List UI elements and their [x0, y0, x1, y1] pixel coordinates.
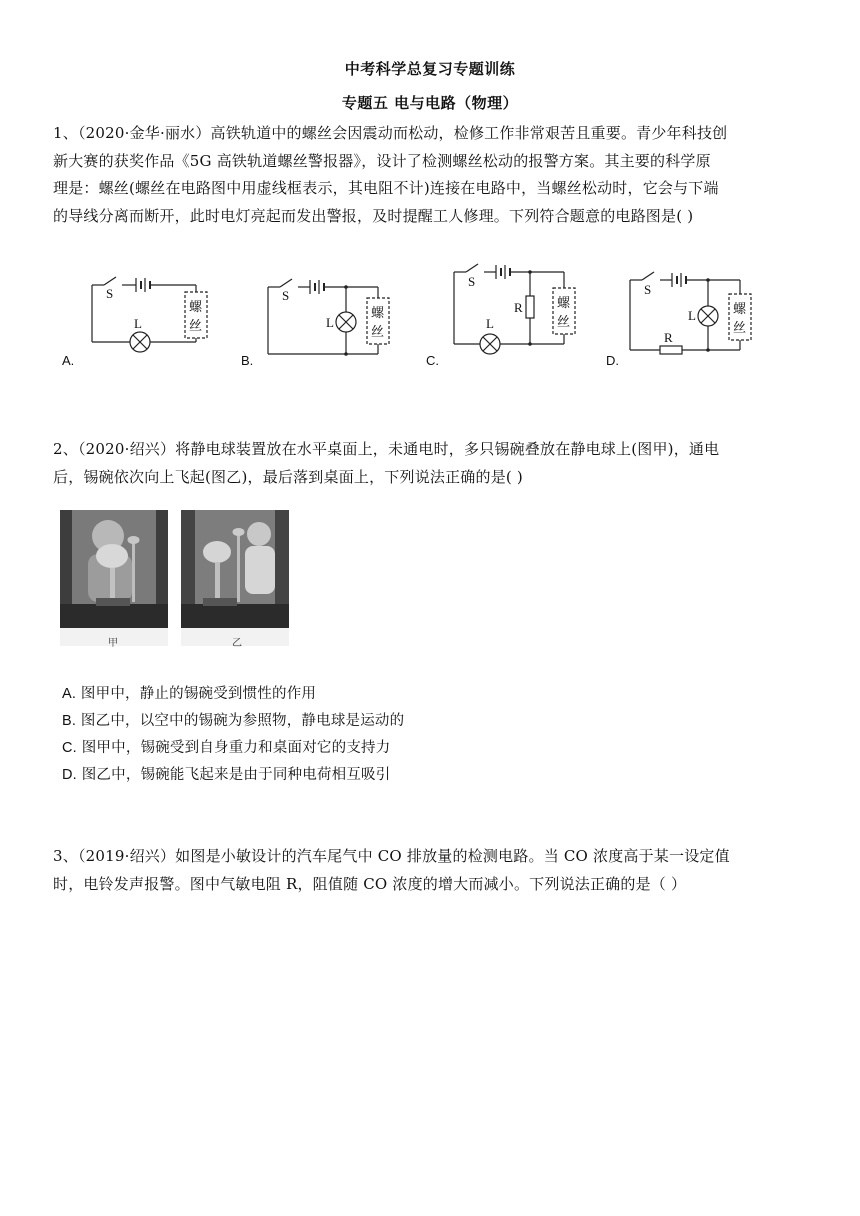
photo-yi [181, 510, 289, 628]
option-b-label: B. [241, 353, 254, 368]
q1-line: 新大赛的获奖作品《5G 高铁轨道螺丝警报器》，设计了检测螺丝松动的报警方案。其主要的科学原 [53, 151, 711, 170]
screw-label-bottom: 丝 [557, 314, 571, 329]
screw-label-top: 螺 [189, 299, 203, 314]
lamp-label: L [688, 308, 696, 323]
photo-jia [60, 510, 168, 628]
resistor-label: R [514, 300, 523, 315]
switch-label: S [468, 274, 476, 289]
screw-label-top: 螺 [733, 301, 747, 316]
q1-line: 理是：螺丝(螺丝在电路图中用虚线框表示，其电阻不计)连接在电路中，当螺丝松动时，它会与下端 [53, 179, 719, 197]
page-title: 中考科学总复习专题训练 [344, 60, 516, 78]
switch-label: S [282, 288, 290, 303]
resistor-label: R [664, 330, 673, 345]
q1-line: 的导线分离而断开，此时电灯亮起而发出警报，及时提醒工人修理。下列符合题意的电路图是( ) [53, 206, 694, 225]
screw-label-bottom: 丝 [189, 318, 203, 333]
photo-label-jia: 甲 [108, 638, 118, 649]
screw-label-bottom: 丝 [733, 320, 747, 335]
photo-label-yi: 乙 [232, 638, 242, 649]
choice-letter: B. [62, 713, 77, 729]
question-1 [53, 120, 805, 230]
lamp-label: L [326, 315, 334, 330]
lamp-label: L [134, 316, 142, 331]
option-c-label: C. [426, 353, 439, 368]
circuit-a [82, 270, 222, 365]
q2-choice-c [62, 736, 390, 757]
option-d-label: D. [606, 353, 619, 368]
choice-letter: A. [62, 686, 77, 702]
page-subtitle: 专题五 电与电路（物理） [341, 94, 519, 112]
screw-label-top: 螺 [371, 305, 385, 320]
option-a-label: A. [62, 353, 75, 368]
q2-line: 2、（2020·绍兴）将静电球装置放在水平桌面上，未通电时，多只锡碗叠放在静电球上(图甲)，通电 [53, 440, 720, 458]
lamp-label: L [486, 316, 494, 331]
switch-label: S [644, 282, 652, 297]
switch-label: S [106, 286, 114, 301]
circuit-d [626, 268, 766, 363]
q3-line: 3、（2019·绍兴）如图是小敏设计的汽车尾气中 CO 排放量的检测电路。当 CO 浓度高于某一设定值 [53, 847, 730, 865]
question-2 [53, 436, 805, 491]
q3-line: 时，电铃发声报警。图中气敏电阻 R，阻值随 CO 浓度的增大而减小。下列说法正确的是（ ） [53, 874, 687, 893]
q2-choice-d [62, 763, 390, 784]
choice-text: 图甲中，锡碗受到自身重力和桌面对它的支持力 [76, 740, 391, 756]
circuit-b [262, 270, 402, 365]
choice-letter: D. [62, 767, 77, 783]
choice-text: 图乙中，锡碗能飞起来是由于同种电荷相互吸引 [76, 767, 391, 783]
screw-label-bottom: 丝 [371, 324, 385, 339]
question-3 [53, 843, 805, 898]
q1-line: 1、（2020·金华·丽水）高铁轨道中的螺丝会因震动而松动，检修工作非常艰苦且重要。青少年科技创 [53, 124, 728, 142]
screw-label-top: 螺 [557, 295, 571, 310]
circuit-c [446, 262, 586, 362]
q2-choice-b [62, 709, 404, 730]
q2-choice-a [62, 682, 316, 703]
choice-text: 图乙中，以空中的锡碗为参照物，静电球是运动的 [76, 713, 405, 729]
choice-letter: C. [62, 740, 77, 756]
choice-text: 图甲中，静止的锡碗受到惯性的作用 [76, 686, 317, 702]
q2-line: 后，锡碗依次向上飞起(图乙)，最后落到桌面上，下列说法正确的是( ) [53, 467, 523, 486]
